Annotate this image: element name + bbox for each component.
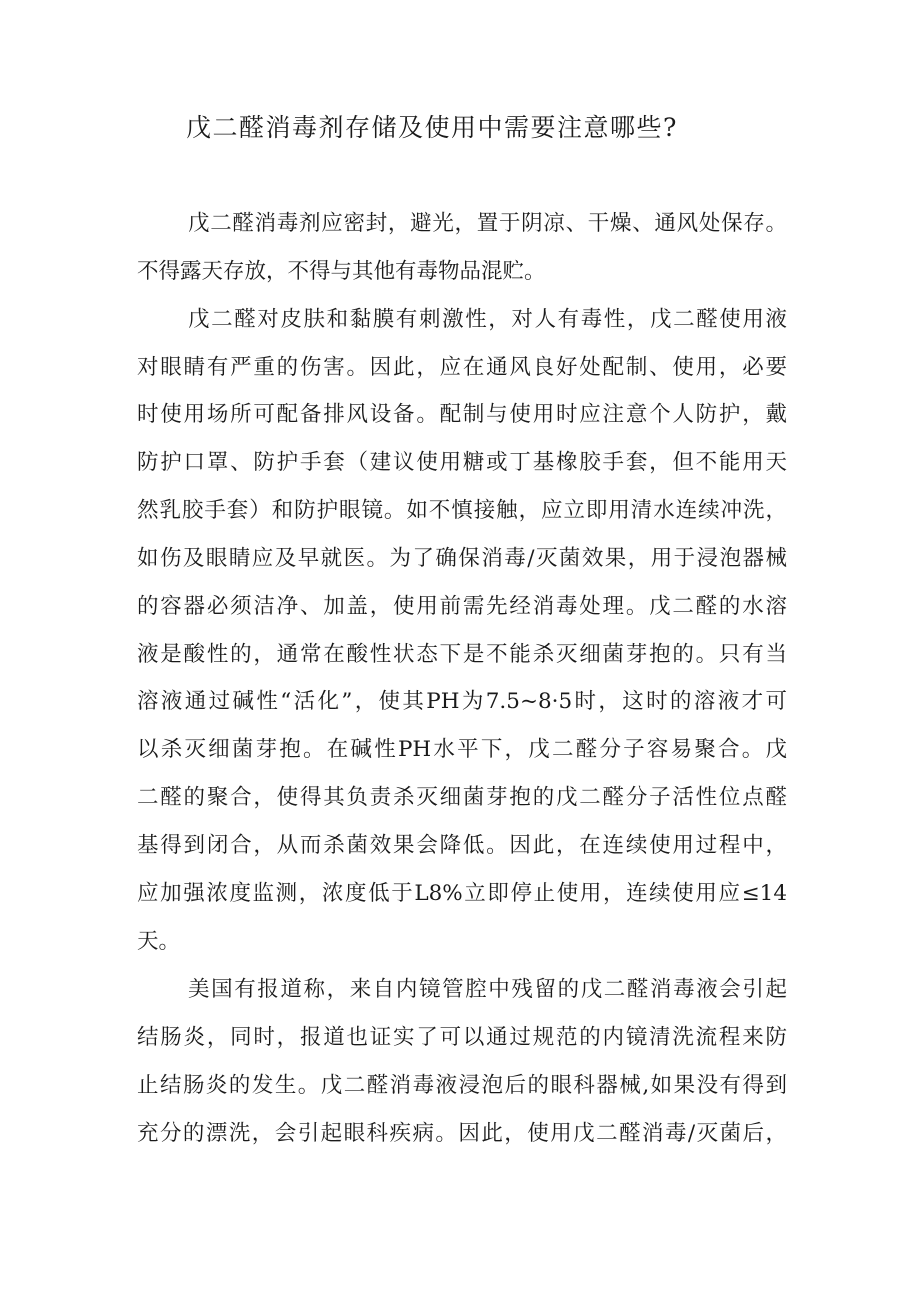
document-title: 戊二醛消毒剂存储及使用中需要注意哪些? [186,113,678,142]
paragraph-line: 结肠炎，同时，报道也证实了可以通过规范的内镜清洗流程来防 [137,1025,787,1050]
paragraph-line: 二醛的聚合，使得其负责杀灭细菌芽抱的戊二醛分子活性位点醛 [137,785,787,810]
paragraph-line: 如伤及眼睛应及早就医。为了确保消毒/灭菌效果，用于浸泡器械 [137,546,787,571]
paragraph-line: 基得到闭合，从而杀菌效果会降低。因此，在连续使用过程中， [137,833,787,858]
paragraph-line: 液是酸性的，通常在酸性状态下是不能杀灭细菌芽抱的。只有当 [137,642,787,667]
paragraph-line: 天。 [137,929,181,954]
paragraph-line: 充分的漂洗，会引起眼科疾病。因此，使用戊二醛消毒/灭菌后， [137,1121,787,1146]
paragraph-line: 以杀灭细菌芽抱。在碱性PH水平下，戊二醛分子容易聚合。戊 [137,737,787,762]
paragraph-line: 的容器必须洁净、加盖，使用前需先经消毒处理。戊二醛的水溶 [137,594,787,619]
paragraph-line: 戊二醛对皮肤和黏膜有刺激性，对人有毒性，戊二醛使用液 [188,307,787,332]
paragraph-line: 然乳胶手套）和防护眼镜。如不慎接触，应立即用清水连续冲洗， [137,498,787,523]
paragraph-line: 时使用场所可配备排风设备。配制与使用时应注意个人防护，戴 [137,402,787,427]
paragraph-line: 不得露天存放，不得与其他有毒物品混贮。 [137,259,546,284]
paragraph-line: 防护口罩、防护手套（建议使用糖或丁基橡胶手套，但不能用天 [137,450,787,475]
paragraph-line: 应加强浓度监测，浓度低于L8%立即停止使用，连续使用应≤14 [137,881,787,906]
paragraph-line: 溶液通过碱性“活化”，使其PH为7.5~8·5时，这时的溶液才可 [137,689,787,714]
paragraph-line: 戊二醛消毒剂应密封，避光，置于阴凉、干燥、通风处保存。 [188,211,787,236]
paragraph-line: 对眼睛有严重的伤害。因此，应在通风良好处配制、使用，必要 [137,355,787,380]
paragraph-line: 止结肠炎的发生。戊二醛消毒液浸泡后的眼科器械,如果没有得到 [137,1073,787,1098]
paragraph-line: 美国有报道称，来自内镜管腔中残留的戊二醛消毒液会引起 [188,977,787,1002]
